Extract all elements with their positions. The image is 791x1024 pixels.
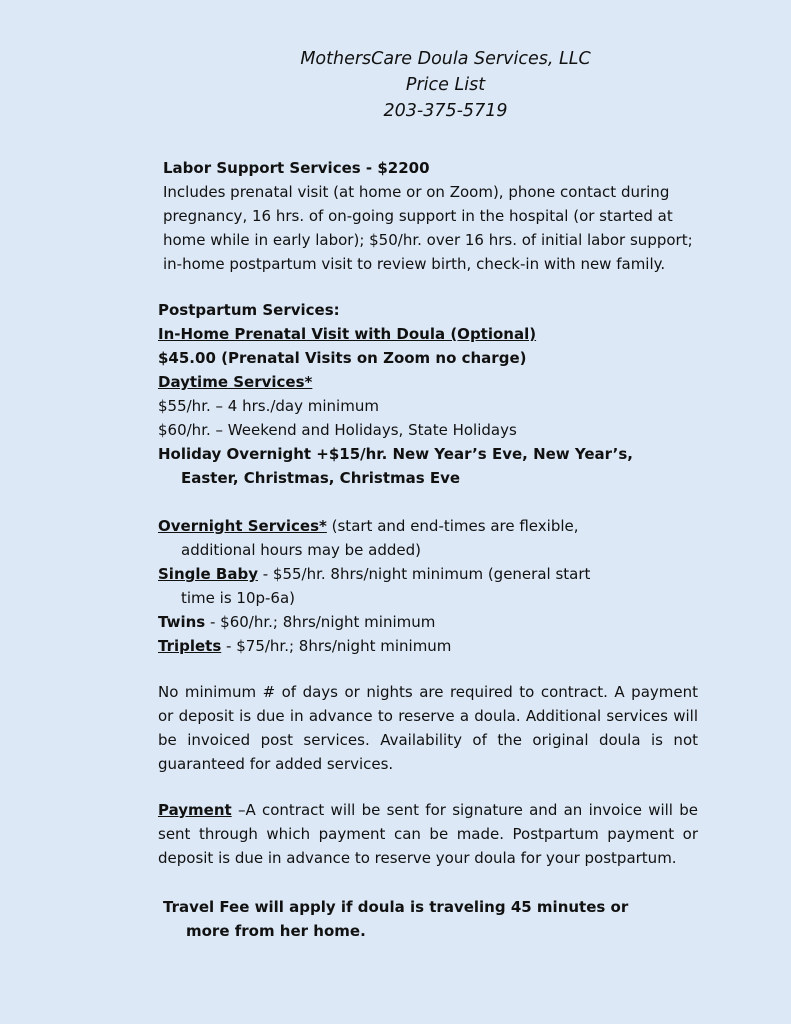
- triplets-rate: - $75/hr.; 8hrs/night minimum: [221, 637, 452, 655]
- prenatal-visit-heading: In-Home Prenatal Visit with Doula (Optional): [158, 325, 537, 343]
- twins-rate: - $60/hr.; 8hrs/night minimum: [205, 613, 436, 631]
- travel-fee-line: Travel Fee will apply if doula is traveling 45 minutes or: [163, 898, 629, 916]
- triplets-label: Triplets: [158, 637, 222, 655]
- payment-text-line: deposit is due in advance to reserve your doula for your postpartum.: [158, 849, 677, 867]
- company-name: MothersCare Doula Services, LLC: [300, 49, 591, 69]
- twins-label: Twins: [158, 613, 206, 631]
- document-header: [0, 46, 791, 124]
- payment-text-line: sent through which payment can be made. Postpartum payment or: [158, 825, 698, 843]
- travel-fee-section: [163, 895, 628, 943]
- terms-line: No minimum # of days or nights are required to contract. A payment: [158, 683, 698, 701]
- phone-number: 203-375-5719: [383, 101, 508, 121]
- payment-section: [158, 798, 698, 870]
- travel-fee-line-continued: more from her home.: [186, 922, 366, 940]
- labor-description-line: pregnancy, 16 hrs. of on-going support in the hospital (or started at: [163, 207, 673, 225]
- labor-description-line: Includes prenatal visit (at home or on Zoom), phone contact during: [163, 183, 670, 201]
- single-baby-label: Single Baby: [158, 565, 258, 583]
- daytime-rate: $55/hr. – 4 hrs./day minimum: [158, 397, 379, 415]
- terms-line: be invoiced post services. Availability of the original doula is not: [158, 731, 698, 749]
- prenatal-visit-price: $45.00 (Prenatal Visits on Zoom no charge): [158, 349, 527, 367]
- overnight-section: [158, 514, 598, 658]
- overnight-note-continued: additional hours may be added): [181, 541, 422, 559]
- labor-support-title: Labor Support Services - $2200: [163, 159, 430, 177]
- labor-support-section: [163, 156, 693, 276]
- labor-description-line: in-home postpartum visit to review birth, check-in with new family.: [163, 255, 666, 273]
- postpartum-section: [158, 298, 633, 490]
- daytime-weekend-rate: $60/hr. – Weekend and Holidays, State Holidays: [158, 421, 517, 439]
- holiday-overnight-line: Holiday Overnight +$15/hr. New Year’s Eve, New Year’s,: [158, 445, 634, 463]
- holiday-overnight-line-continued: Easter, Christmas, Christmas Eve: [181, 469, 461, 487]
- document-subtitle: Price List: [405, 75, 486, 95]
- labor-description-line: home while in early labor); $50/hr. over 16 hrs. of initial labor support;: [163, 231, 693, 249]
- postpartum-title: Postpartum Services:: [158, 301, 340, 319]
- overnight-services-heading: Overnight Services*: [158, 517, 327, 535]
- payment-label: Payment: [158, 801, 232, 819]
- payment-text: –A contract will be sent for signature and an invoice will be: [231, 801, 698, 819]
- terms-section: [158, 680, 698, 776]
- overnight-note: (start and end-times are flexible,: [326, 517, 579, 535]
- daytime-services-heading: Daytime Services*: [158, 373, 313, 391]
- terms-line: or deposit is due in advance to reserve a doula. Additional services will: [158, 707, 698, 725]
- terms-line: guaranteed for added services.: [158, 755, 394, 773]
- single-baby-rate-continued: time is 10p-6a): [181, 589, 296, 607]
- single-baby-rate: - $55/hr. 8hrs/night minimum (general start: [257, 565, 591, 583]
